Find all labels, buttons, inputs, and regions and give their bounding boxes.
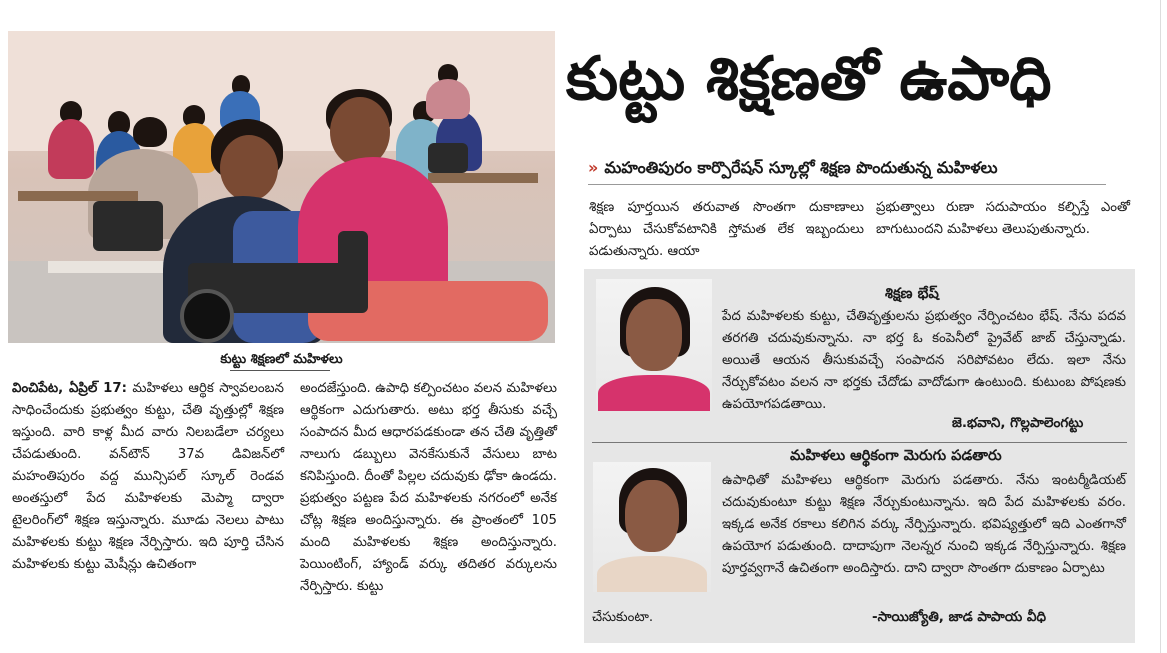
article-col-1-text: మహిళలు ఆర్థిక స్వావలంబన సాధించేందుకు ప్రభుత్వం కుట్టు, చేతి వృత్తుల్లో శిక్షణ ఇస్తుంది. వారి కాళ్ల మీద వారు నిలబడేలా చర్యలు చేపడుతుంది. వన్‌టౌన్ 37వ డివిజన్‌లో మహంతిపురం వద్ద మున్సిపల్ స్కూల్ రెండవ అంతస్తులో పేద మహిళలకు మెప్మా ద్వారా టైలరింగ్‌లో శిక్షణ ఇస్తున్నారు. మూడు నెలలు పాటు మహిళలకు కుట్టు శిక్షణ నేర్పిస్తారు. ఇది పూర్తి చేసిన మహిళలకు కుట్టు మెషీన్లు ఉచితంగా bbox=[12, 381, 284, 572]
photo-caption: కుట్టు శిక్షణలో మహిళలు bbox=[220, 352, 343, 367]
subhead-rule bbox=[588, 184, 1106, 185]
quote-1-text: పేద మహిళలకు కుట్టు, చేతివృత్తులను ప్రభుత్వం నేర్పించటం భేష్. నేను పదవ తరగతి చదువుకున్నాను. నా భర్త ఓ కంపెనీలో ప్రైవేట్ జాబ్ చేస్తున్నాడు. అయితే ఆయన తీసుకువచ్చే సంపాదన సరిపోవటం లేదు. ఇలా నేను నేర్చుకోవటం వలన నా భర్తకు చేదోడు వాదోడుగా ఉంటుంది. కుటుంబ పోషణకు ఉపయోగపడతాయి. bbox=[722, 309, 1126, 412]
article-top-col-1: శిక్షణ పూర్తయిన తరువాత సొంతగా దుకాణాలు ఏర్పాటు చేసుకోవటానికి స్తోమత లేక ఇబ్బందులు పడుతున్నారు. ఆయా bbox=[589, 200, 864, 259]
headline: కుట్టు శిక్షణతో ఉపాధి bbox=[566, 44, 1052, 114]
article-col-2: అందజేస్తుంది. ఉపాధి కల్పించటం వలన మహిళలు ఆర్థికంగా ఎదుగుతారు. అటు భర్త తీసుకు వచ్చే సంపాదన మీద ఆధారపడకుండా తన చేతి వృత్తితో నాలుగు డబ్బులు వెనకేసుకునే వేసులు బాట కనిపిస్తుంది. దీంతో పిల్లల చదువుకు ఢోకా ఉండదు. ప్రభుత్వం పట్టణ పేద మహిళలకు నగరంలో అనేక చోట్ల శిక్షణ అందిస్తున్నారు. ఈ ప్రాంతంలో 105 మంది మహిళలకు శిక్షణ అందిస్తున్నారు. పెయింటింగ్, హ్యాండ్ వర్కు తదితర వర్కులను నేర్పిస్తారు. కుట్టు bbox=[300, 381, 557, 594]
quote-1-title: శిక్షణ భేష్ bbox=[885, 286, 939, 302]
subheadline bbox=[588, 158, 998, 181]
quote-2-title: మహిళలు ఆర్థికంగా మెరుగు పడతారు bbox=[790, 448, 1002, 464]
caption-rule bbox=[230, 370, 330, 371]
subhead-marker-icon: » bbox=[588, 158, 599, 177]
portrait-bhavani bbox=[596, 279, 712, 411]
quote-1-signature: జె.భవాని, గొల్లపాలెంగట్టు bbox=[952, 415, 1084, 431]
quote-2-signature: -సాయిజ్యోతి, జాడ పాపాయ వీధి bbox=[872, 609, 1047, 625]
page-edge-rule bbox=[1160, 0, 1161, 653]
quote-2-text-tail: చేసుకుంటా. bbox=[592, 610, 654, 625]
article-top-col-2: ప్రభుత్వాలు రుణా సదుపాయం కల్పిస్తే ఎంతో బాగుటుందని మహిళలు తెలుపుతున్నారు. bbox=[876, 200, 1130, 237]
dateline: వించిపేట, ఏప్రిల్ 17: bbox=[12, 381, 127, 396]
article-col-1 bbox=[12, 378, 284, 576]
quote-2-text: ఉపాధితో మహిళలు ఆర్థికంగా మెరుగు పడతారు. నేను ఇంటర్మీడియట్ చదువుకుంటూ కుట్టు శిక్షణ నేర్చుకుంటున్నాను. ఇది పేద మహిళలకు వరం. ఇక్కడ అనేక రకాలు కలిగిన వర్కు నేర్పిస్తున్నారు. భవిష్యత్తులో ఇది ఎంతగానో ఉపయోగ పడుతుంది. దాదాపుగా నెలన్నర నుంచి ఇక్కడ నేర్పిస్తున్నారు. శిక్షణ పూర్తవ్వగానే ఉచితంగా అందిస్తారు. దాని ద్వారా సొంతగా దుకాణం ఏర్పాటు bbox=[722, 473, 1126, 576]
quotes-divider bbox=[592, 442, 1127, 443]
news-photo bbox=[8, 31, 555, 343]
portrait-saijyothi bbox=[593, 462, 711, 592]
subheadline-text: మహంతిపురం కార్పొరేషన్ స్కూల్లో శిక్షణ పొందుతున్న మహిళలు bbox=[604, 158, 998, 177]
